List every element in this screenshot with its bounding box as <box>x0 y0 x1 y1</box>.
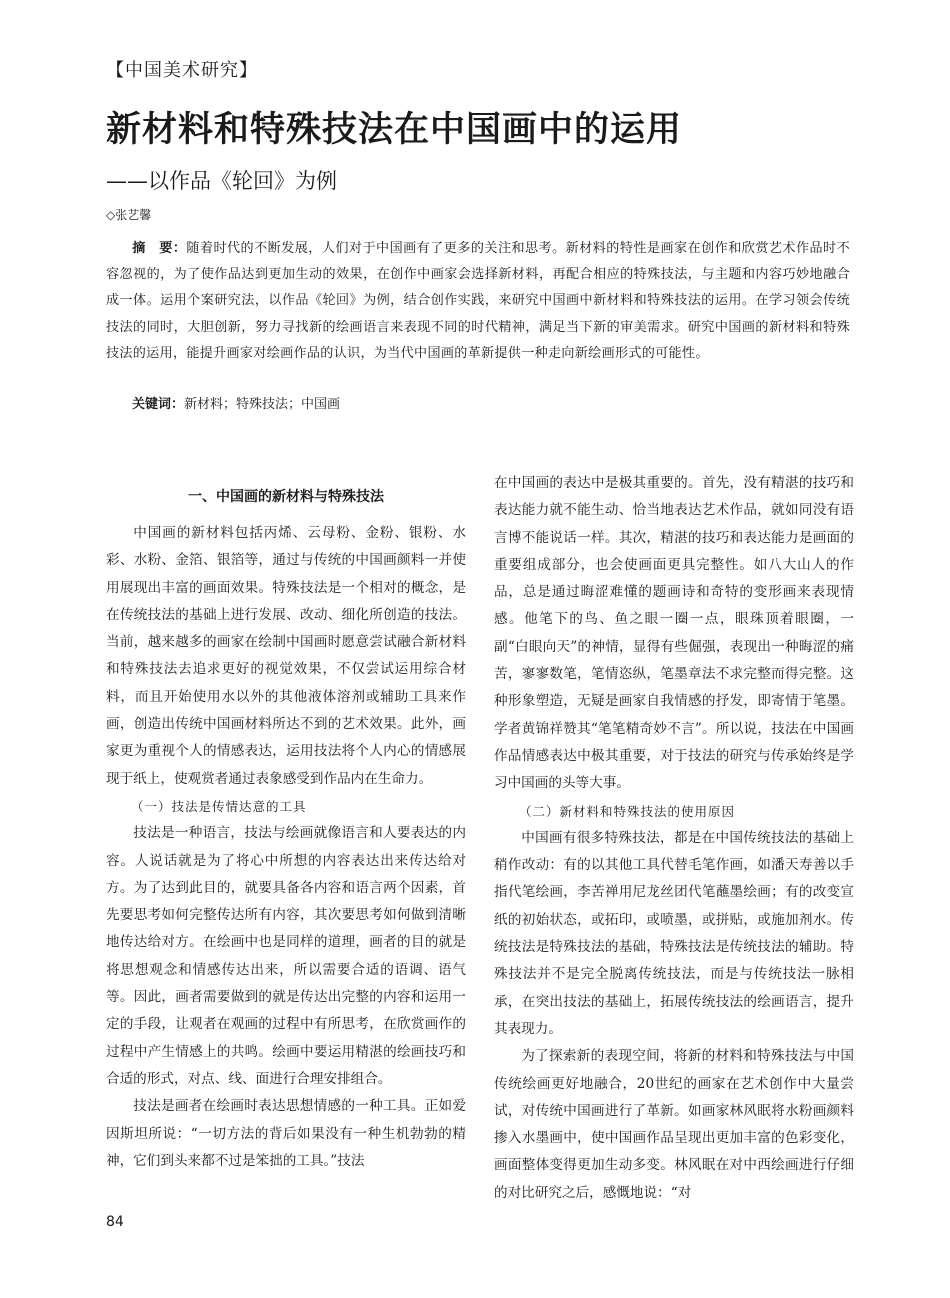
author: ◇张艺馨 <box>106 208 152 222</box>
article-subtitle: ——以作品《轮回》为例 <box>106 169 337 193</box>
section-heading-1: 一、中国画的新材料与特殊技法 <box>188 489 384 505</box>
paragraph: 技法是画者在绘画时表达思想情感的一种工具。正如爱因斯坦所说：“一切方法的背后如果没有一种生机勃勃的精神，它们到头来都不过是笨拙的工具。”技法 <box>106 1098 466 1169</box>
subsection-heading-2: （二）新材料和特殊技法的使用原因 <box>519 803 736 819</box>
abstract-label: 摘 要： <box>132 241 187 256</box>
keywords-text: 新材料；特殊技法；中国画 <box>184 397 341 412</box>
keywords <box>132 392 340 418</box>
abstract-text: 随着时代的不断发展，人们对于中国画有了更多的关注和思考。新材料的特性是画家在创作和欣赏艺术作品时不容忽视的，为了使作品达到更加生动的效果，在创作中画家会选择新材料，再配合相应的特殊技法，与主题和内容巧妙地融合成一体。运用个案研究法，以作品《轮回》为例，结合创作实践，来研究中国画中新材料和特殊技法的运用。在学习领会传统技法的同时，大胆创新，努力寻找新的绘画语言来表现不同的时代精神，满足当下新的审美需求。研究中国画的新材料和特殊技法的运用，能提升画家对绘画作品的认识，为当代中国画的革新提供一种走向新绘画形式的可能性。 <box>106 241 850 361</box>
paragraph: 中国画有很多特殊技法，都是在中国传统技法的基础上稍作改动：有的以其他工具代替毛笔作画，如潘天寿善以手指代笔绘画，李苦禅用尼龙丝团代笔蘸墨绘画；有的改变宣纸的初始状态，或拓印，或喷墨，或拼贴，或施加剂水。传统技法是特殊技法的基础，特殊技法是传统技法的辅助。特殊技法并不是完全脱离传统技法，而是与传统技法一脉相承，在突出技法的基础上，拓展传统技法的绘画语言，提升其表现力。 <box>494 829 854 1037</box>
article-title: 新材料和特殊技法在中国画中的运用 <box>106 110 683 150</box>
subsection-heading-1: （一）技法是传情达意的工具 <box>131 798 307 814</box>
paragraph: 技法是一种语言，技法与绘画就像语言和人要表达的内容。人说话就是为了将心中所想的内容表达出来传达给对方。为了达到此目的，就要具备各内容和语言两个因素，首先要思考如何完整传达所有内容，其次要思考如何做到清晰地传达给对方。在绘画中也是同样的道理，画者的目的就是将思想观念和情感传达出来，所以需要合适的语调、语气等。因此，画者需要做到的就是传达出完整的内容和运用一定的手段，让观者在观画的过程中有所思考，在欣赏画作的过程中产生情感上的共鸣。绘画中要运用精湛的绘画技巧和合适的形式，对点、线、面进行合理安排组合。 <box>106 825 466 1087</box>
paragraph: 为了探索新的表现空间，将新的材料和特殊技法与中国传统绘画更好地融合，20世纪的画家在艺术创作中大量尝试，对传统中国画进行了革新。如画家林风眠将水粉画颜料掺入水墨画中，使中国画作品呈现出更加丰富的色彩变化，画面整体变得更加生动多变。林风眠在对中西绘画进行仔细的对比研究之后，感慨地说：“对 <box>494 1048 854 1201</box>
abstract <box>106 236 850 367</box>
paragraph: 在中国画的表达中是极其重要的。首先，没有精湛的技巧和表达能力就不能生动、恰当地表达艺术作品，就如同没有语言博不能说话一样。其次，精湛的技巧和表达能力是画面的重要组成部分，也会使画面更具完整性。如八大山人的作品，总是通过晦涩难懂的题画诗和奇特的变形画来表现情感。他笔下的鸟、鱼之眼一圈一点，眼珠顶着眼圈，一副“白眼向天”的神情，显得有些倔强，表现出一种晦涩的痛苦，寥寥数笔，笔情恣纵，笔墨章法不求完整而得完整。这种形象塑造，无疑是画家自我情感的抒发，即寄情于笔墨。学者黄锦祥赞其“笔笔精奇妙不言”。所以说，技法在中国画作品情感表达中极其重要，对于技法的研究与传承始终是学习中国画的头等大事。 <box>494 475 854 792</box>
section-tag: 【中国美术研究】 <box>106 60 258 81</box>
paragraph: 中国画的新材料包括丙烯、云母粉、金粉、银粉、水彩、水粉、金箔、银箔等，通过与传统的中国画颜料一并使用展现出丰富的画面效果。特殊技法是一个相对的概念，是在传统技法的基础上进行发展、改动、细化所创造的技法。当前，越来越多的画家在绘制中国画时愿意尝试融合新材料和特殊技法去追求更好的视觉效果，不仅尝试运用综合材料，而且开始使用水以外的其他液体溶剂或辅助工具来作画，创造出传统中国画材料所达不到的艺术效果。此外，画家更为重视个人的情感表达，运用技法将个人内心的情感展现于纸上，使观赏者通过表象感受到作品内在生命力。 <box>106 525 466 787</box>
page-number: 84 <box>106 1214 124 1230</box>
left-column <box>106 470 466 1175</box>
keywords-label: 关键词： <box>132 397 185 412</box>
right-column <box>494 470 854 1207</box>
